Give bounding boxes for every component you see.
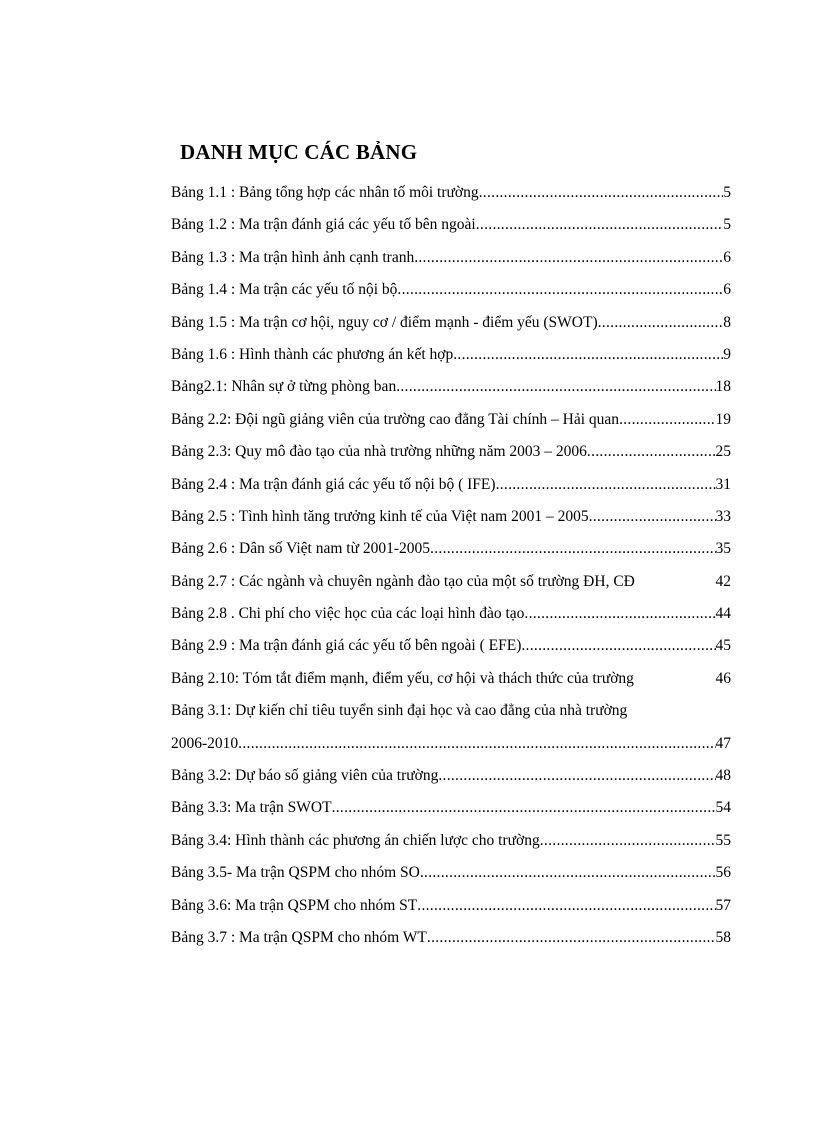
toc-entry xyxy=(171,670,731,702)
toc-entry-label: Bảng 2.9 : Ma trận đánh giá các yếu tố bên ngoài ( EFE) xyxy=(171,637,522,655)
toc-entry xyxy=(171,411,731,443)
toc-leader-dots xyxy=(496,476,716,494)
toc-entry-page: 57 xyxy=(715,896,731,914)
toc-entry xyxy=(171,799,731,831)
toc-entry-page: 25 xyxy=(715,443,731,461)
toc-leader-dots xyxy=(521,637,715,655)
toc-entry-label: Bảng 3.3: Ma trận SWOT xyxy=(171,799,332,817)
toc-entry-page: 35 xyxy=(715,540,731,558)
toc-entry xyxy=(171,637,731,669)
toc-leader-dots xyxy=(238,735,715,753)
table-list xyxy=(171,184,731,961)
toc-entry xyxy=(171,540,731,572)
toc-entry-page: 5 xyxy=(723,216,731,234)
toc-leader-dots xyxy=(598,314,724,332)
toc-entry-label: Bảng 2.6 : Dân số Việt nam từ 2001-2005 xyxy=(171,540,431,558)
toc-entry-label: Bảng 1.3 : Ma trận hình ảnh cạnh tranh xyxy=(171,248,415,266)
toc-entry xyxy=(171,476,731,508)
toc-entry-page: 19 xyxy=(715,410,731,428)
toc-leader-dots xyxy=(430,540,715,558)
toc-entry-label: Bảng 1.1 : Bảng tổng hợp các nhân tố môi trường xyxy=(171,184,479,201)
toc-entry xyxy=(171,314,731,346)
toc-entry-page: 9 xyxy=(723,345,731,363)
toc-entry xyxy=(171,184,731,216)
toc-entry xyxy=(171,508,731,540)
toc-leader-dots xyxy=(438,767,715,785)
toc-entry-page: 8 xyxy=(723,313,731,331)
toc-leader-dots xyxy=(587,443,716,461)
toc-leader-dots xyxy=(427,929,716,947)
toc-entry xyxy=(171,346,731,378)
toc-entry-page: 6 xyxy=(723,248,731,266)
toc-entry-page: 46 xyxy=(715,669,731,687)
toc-leader-dots xyxy=(589,508,716,526)
toc-entry-page: 48 xyxy=(715,767,731,785)
toc-entry xyxy=(171,216,731,248)
toc-entry-label: Bảng 3.5- Ma trận QSPM cho nhóm SO xyxy=(171,864,420,882)
toc-entry-page: 18 xyxy=(715,378,731,396)
toc-entry-label: Bảng 3.1: Dự kiến chỉ tiêu tuyển sinh đại học và cao đẳng của nhà trường xyxy=(171,702,628,720)
toc-entry xyxy=(171,443,731,475)
toc-entry-page: 54 xyxy=(715,799,731,817)
toc-entry-page: 42 xyxy=(715,572,731,590)
toc-entry-label: Bảng 2.4 : Ma trận đánh giá các yếu tố nội bộ ( IFE) xyxy=(171,475,496,493)
page-title: DANH MỤC CÁC BẢNG xyxy=(180,140,418,164)
toc-entry xyxy=(171,605,731,637)
toc-entry-label: Bảng 3.4: Hình thành các phương án chiến lược cho trường xyxy=(171,831,540,849)
toc-entry xyxy=(171,767,731,799)
toc-entry-page: 44 xyxy=(715,605,731,623)
toc-entry xyxy=(171,702,731,734)
toc-entry-page: 47 xyxy=(715,734,731,752)
toc-entry-label: Bảng 1.5 : Ma trận cơ hội, nguy cơ / điểm mạnh - điểm yếu (SWOT) xyxy=(171,313,598,331)
toc-entry-page: 6 xyxy=(723,281,731,299)
toc-leader-dots xyxy=(332,799,716,817)
toc-entry xyxy=(171,864,731,896)
toc-entry xyxy=(171,929,731,961)
toc-leader-dots xyxy=(540,832,716,850)
toc-entry-page: 55 xyxy=(715,831,731,849)
toc-entry-label: Bảng 3.2: Dự báo số giảng viên của trường xyxy=(171,767,439,785)
toc-leader-dots xyxy=(414,249,723,267)
toc-leader-dots xyxy=(479,184,724,202)
toc-entry-label: Bảng 2.5 : Tình hình tăng trưởng kinh tế của Việt nam 2001 – 2005 xyxy=(171,507,589,525)
toc-entry-label: Bảng 1.2 : Ma trận đánh giá các yếu tố bên ngoài xyxy=(171,216,476,234)
toc-entry-label: Bảng 1.4 : Ma trận các yếu tố nội bộ xyxy=(171,281,398,299)
toc-entry xyxy=(171,573,731,605)
toc-entry xyxy=(171,735,731,767)
toc-entry-page: 45 xyxy=(715,637,731,655)
toc-entry-page: 33 xyxy=(715,507,731,525)
toc-leader-dots xyxy=(397,281,723,299)
toc-entry xyxy=(171,378,731,410)
toc-entry-label: Bảng 2.2: Đội ngũ giảng viên của trường cao đẳng Tài chính – Hải quan xyxy=(171,410,620,428)
toc-entry-label: Bảng2.1: Nhân sự ở từng phòng ban xyxy=(171,378,397,396)
toc-entry xyxy=(171,832,731,864)
toc-entry-label: Bảng 3.6: Ma trận QSPM cho nhóm ST xyxy=(171,896,418,914)
toc-entry xyxy=(171,897,731,929)
toc-leader-dots xyxy=(619,411,715,429)
toc-entry-label: Bảng 1.6 : Hình thành các phương án kết hợp xyxy=(171,345,454,363)
toc-entry-page: 58 xyxy=(715,928,731,946)
toc-entry-page: 56 xyxy=(715,864,731,882)
toc-entry xyxy=(171,281,731,313)
toc-leader-dots xyxy=(396,378,715,396)
toc-leader-dots xyxy=(476,216,724,234)
toc-entry-label: Bảng 2.8 . Chi phí cho việc học của các loại hình đào tạo xyxy=(171,605,525,623)
toc-entry-page: 31 xyxy=(715,475,731,493)
toc-entry-label: Bảng 2.3: Quy mô đào tạo của nhà trường những năm 2003 – 2006 xyxy=(171,443,587,461)
toc-leader-dots xyxy=(420,864,716,882)
toc-entry xyxy=(171,249,731,281)
toc-entry-label: Bảng 2.10: Tóm tắt điểm mạnh, điểm yếu, cơ hội và thách thức của trường xyxy=(171,669,634,687)
toc-entry-label: Bảng 2.7 : Các ngành và chuyên ngành đào tạo của một số trường ĐH, CĐ xyxy=(171,572,635,590)
toc-entry-label: Bảng 3.7 : Ma trận QSPM cho nhóm WT xyxy=(171,928,427,946)
toc-entry-label: 2006-2010 xyxy=(171,734,239,752)
toc-leader-dots xyxy=(524,605,715,623)
toc-leader-dots xyxy=(453,346,723,364)
toc-leader-dots xyxy=(417,897,715,915)
toc-entry-page: 5 xyxy=(723,184,731,201)
